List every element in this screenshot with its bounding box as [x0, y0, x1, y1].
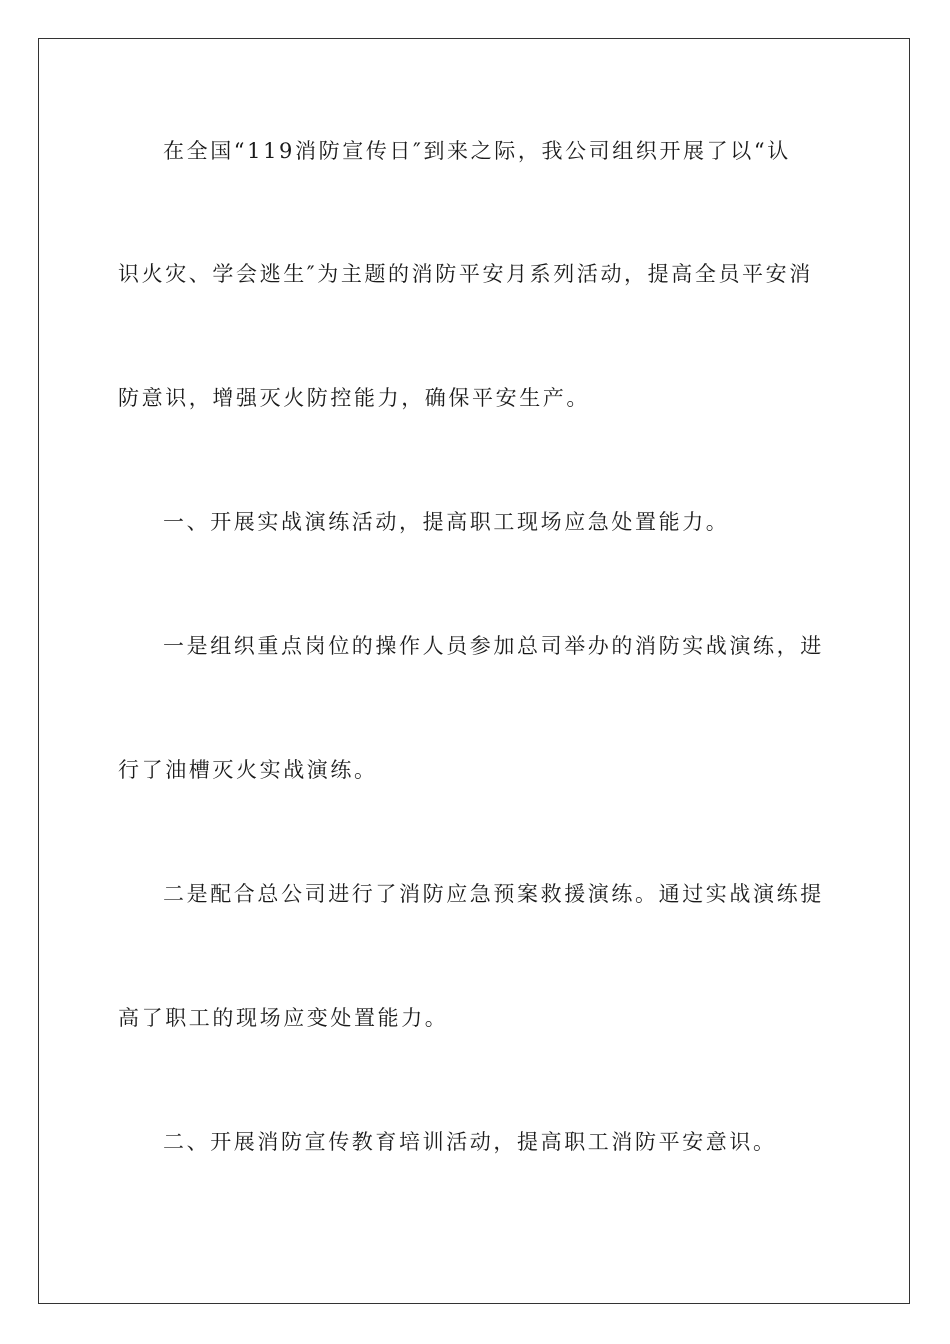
paragraph-1-line-2: 识火灾、学会逃生″为主题的消防平安月系列活动，提高全员平安消: [118, 262, 813, 286]
paragraph-1-line-1: 在全国“119消防宣传日″到来之际，我公司组织开展了以“认: [163, 139, 791, 163]
paragraph-1-line-3: 防意识，增强灭火防控能力，确保平安生产。: [118, 386, 590, 410]
paragraph-3-line-2: 高了职工的现场应变处置能力。: [118, 1006, 449, 1030]
paragraph-2-line-2: 行了油槽灭火实战演练。: [118, 758, 378, 782]
section-heading-2: 二、开展消防宣传教育培训活动，提高职工消防平安意识。: [163, 1130, 777, 1154]
paragraph-2-line-1: 一是组织重点岗位的操作人员参加总司举办的消防实战演练，进: [163, 634, 824, 658]
section-heading-1: 一、开展实战演练活动，提高职工现场应急处置能力。: [163, 510, 730, 534]
page-border: [38, 38, 910, 1304]
paragraph-3-line-1: 二是配合总公司进行了消防应急预案救援演练。通过实战演练提: [163, 882, 824, 906]
